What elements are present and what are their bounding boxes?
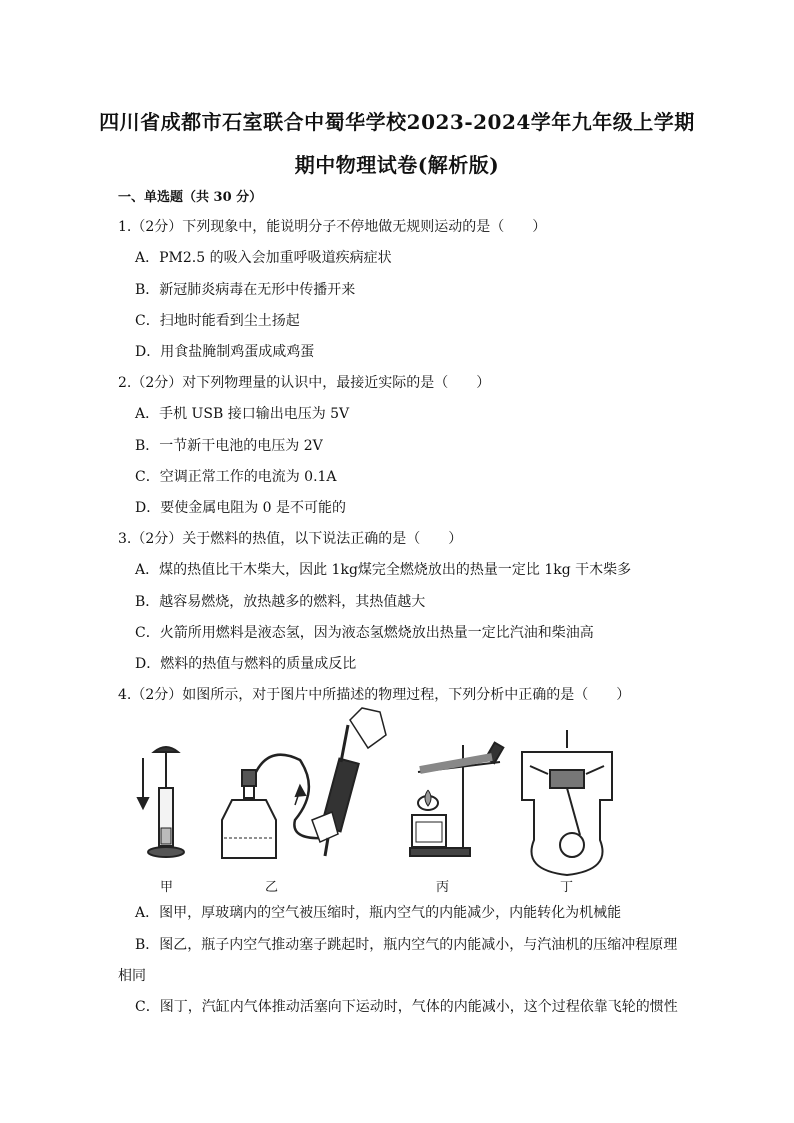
question-4-option-b-continued: 相同	[118, 968, 146, 984]
document-title-line2: 期中物理试卷(解析版)	[294, 153, 500, 177]
figure-ding-engine-cylinder	[522, 730, 612, 875]
figure-jia-compression-tube	[138, 747, 184, 857]
question-3-option-b: B．越容易燃烧，放热越多的燃料，其热值越大	[135, 594, 426, 610]
figure-label-bing: 丙	[436, 880, 450, 895]
question-3-option-d: D．燃料的热值与燃料的质量成反比	[135, 656, 357, 672]
question-4-option-c: C．图丁，汽缸内气体推动活塞向下运动时，气体的内能减小，这个过程依靠飞轮的惯性	[135, 999, 678, 1015]
figure-label-jia: 甲	[160, 880, 174, 895]
figure-label-ding: 丁	[560, 880, 574, 895]
question-1-stem: 1.（2分）下列现象中，能说明分子不停地做无规则运动的是（ ）	[118, 219, 547, 235]
question-1-option-d: D．用食盐腌制鸡蛋成咸鸡蛋	[135, 344, 315, 360]
question-1-option-a: A．PM2.5 的吸入会加重呼吸道疾病症状	[135, 250, 392, 266]
question-3-stem: 3.（2分）关于燃料的热值，以下说法正确的是（ ）	[118, 531, 463, 547]
question-2-option-d: D．要使金属电阻为 0 是不可能的	[135, 500, 347, 516]
question-4-option-b: B．图乙，瓶子内空气推动塞子跳起时，瓶内空气的内能减小，与汽油机的压缩冲程原理	[135, 937, 678, 953]
question-2-option-c: C．空调正常工作的电流为 0.1A	[135, 469, 337, 485]
question-3-option-c: C．火箭所用燃料是液态氢，因为液态氢燃烧放出热量一定比汽油和柴油高	[135, 625, 594, 641]
figure-yi-bottle-pump	[222, 708, 386, 858]
section-heading: 一、单选题（共 30 分）	[118, 190, 263, 205]
question-1-option-b: B．新冠肺炎病毒在无形中传播开来	[135, 282, 356, 298]
question-2-stem: 2.（2分）对下列物理量的认识中，最接近实际的是（ ）	[118, 375, 491, 391]
document-title-line1: 四川省成都市石室联合中蜀华学校2023-2024学年九年级上学期	[99, 110, 695, 134]
question-2-option-a: A．手机 USB 接口输出电压为 5V	[135, 406, 350, 422]
figure-bing-test-tube-heating	[410, 743, 503, 856]
question-3-option-a: A．煤的热值比干木柴大，因此 1kg煤完全燃烧放出的热量一定比 1kg 干木柴多	[135, 562, 632, 578]
question-4-option-a: A．图甲，厚玻璃内的空气被压缩时，瓶内空气的内能减少，内能转化为机械能	[135, 905, 622, 921]
question-2-option-b: B．一节新干电池的电压为 2V	[135, 438, 323, 454]
question-4-stem: 4.（2分）如图所示，对于图片中所描述的物理过程，下列分析中正确的是（ ）	[118, 687, 631, 703]
question-1-option-c: C．扫地时能看到尘土扬起	[135, 313, 300, 329]
figure-label-yi: 乙	[265, 880, 279, 895]
